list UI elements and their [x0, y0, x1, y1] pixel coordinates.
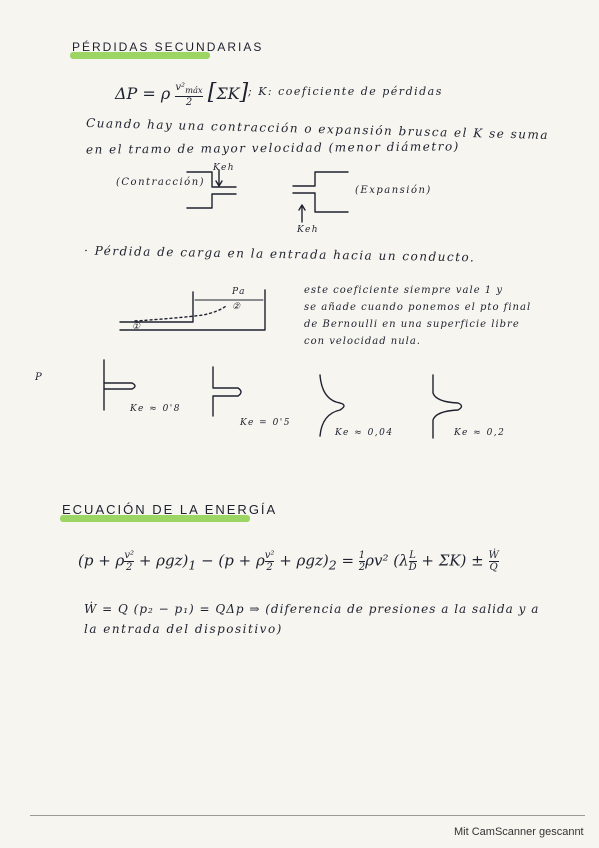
tank-note-line-4: con velocidad nula.	[304, 336, 421, 347]
tank-label-pa: Pa	[232, 287, 247, 297]
label-expansion: (Expansión)	[355, 185, 432, 196]
label-contraccion: (Contracción)	[116, 177, 206, 188]
margin-mark: P	[35, 372, 44, 383]
scanner-watermark: Mit CamScanner gescannt	[454, 826, 584, 838]
w-definition-line-1: Ẇ = Q (p₂ − p₁) = QΔp ⇒ (diferencia de presiones a la salida y a	[84, 602, 540, 616]
energy-equation: (p + ρ $\frac{\text{v²}}{2}$ + $\rho gz)_1 - (p + \rho$ $\frac{\text{v²}}{2}$ + $\rho gz)_2$ = $\frac{1}{2}$ ρv² (λ $\frac{L}{D}$ + ΣK) ± $\frac{\text{Ẇ}}{Q}$	[78, 550, 499, 573]
entrance-label-1: Ke ≈ 0'8	[130, 404, 181, 414]
expansion-upper-wall	[293, 172, 348, 186]
entrance-rounded	[320, 375, 344, 436]
section-title-perdidas: PÉRDIDAS SECUNDARIAS	[72, 40, 264, 54]
label-keh-bottom: Keh	[297, 225, 320, 235]
tank-label-1: ①	[132, 322, 142, 332]
label-keh-top: Keh	[213, 163, 236, 173]
expansion-lower-wall	[293, 193, 348, 212]
note-line-1: Cuando hay una contracción o expansión brusca el K se suma	[85, 115, 550, 143]
contraction-upper-wall	[187, 172, 236, 187]
tank-note-line-3: de Bernoulli en una superficie libre	[304, 319, 520, 330]
contraction-lower-wall	[187, 194, 236, 208]
loss-formula: ΔP = ρ $v^2_{máx}$ 2 [ΣK]	[115, 80, 249, 108]
tank-note-line-1: este coeficiente siempre vale 1 y	[304, 285, 503, 296]
entrance-sharp-edged	[213, 367, 241, 416]
page-bottom-edge	[30, 815, 585, 816]
section-title-energia: ECUACIÓN DE LA ENERGÍA	[62, 502, 278, 517]
entrance-label-3: Ke ≈ 0,04	[335, 428, 394, 438]
bullet-entrada: · Pérdida de carga en la entrada hacia un conducto.	[83, 243, 476, 265]
formula-note: ; K: coeficiente de pérdidas	[248, 85, 443, 98]
entrance-re-entrant	[104, 360, 135, 410]
w-definition-line-2: la entrada del dispositivo)	[84, 622, 283, 636]
entrance-label-4: Ke ≈ 0,2	[454, 428, 506, 438]
note-line-2: en el tramo de mayor velocidad (menor diámetro)	[85, 139, 460, 157]
tank-streamline	[135, 306, 226, 321]
tank-label-2: ②	[232, 302, 242, 312]
entrance-label-2: Ke = 0'5	[240, 418, 291, 428]
tank-note-line-2: se añade cuando ponemos el pto final	[304, 302, 532, 313]
